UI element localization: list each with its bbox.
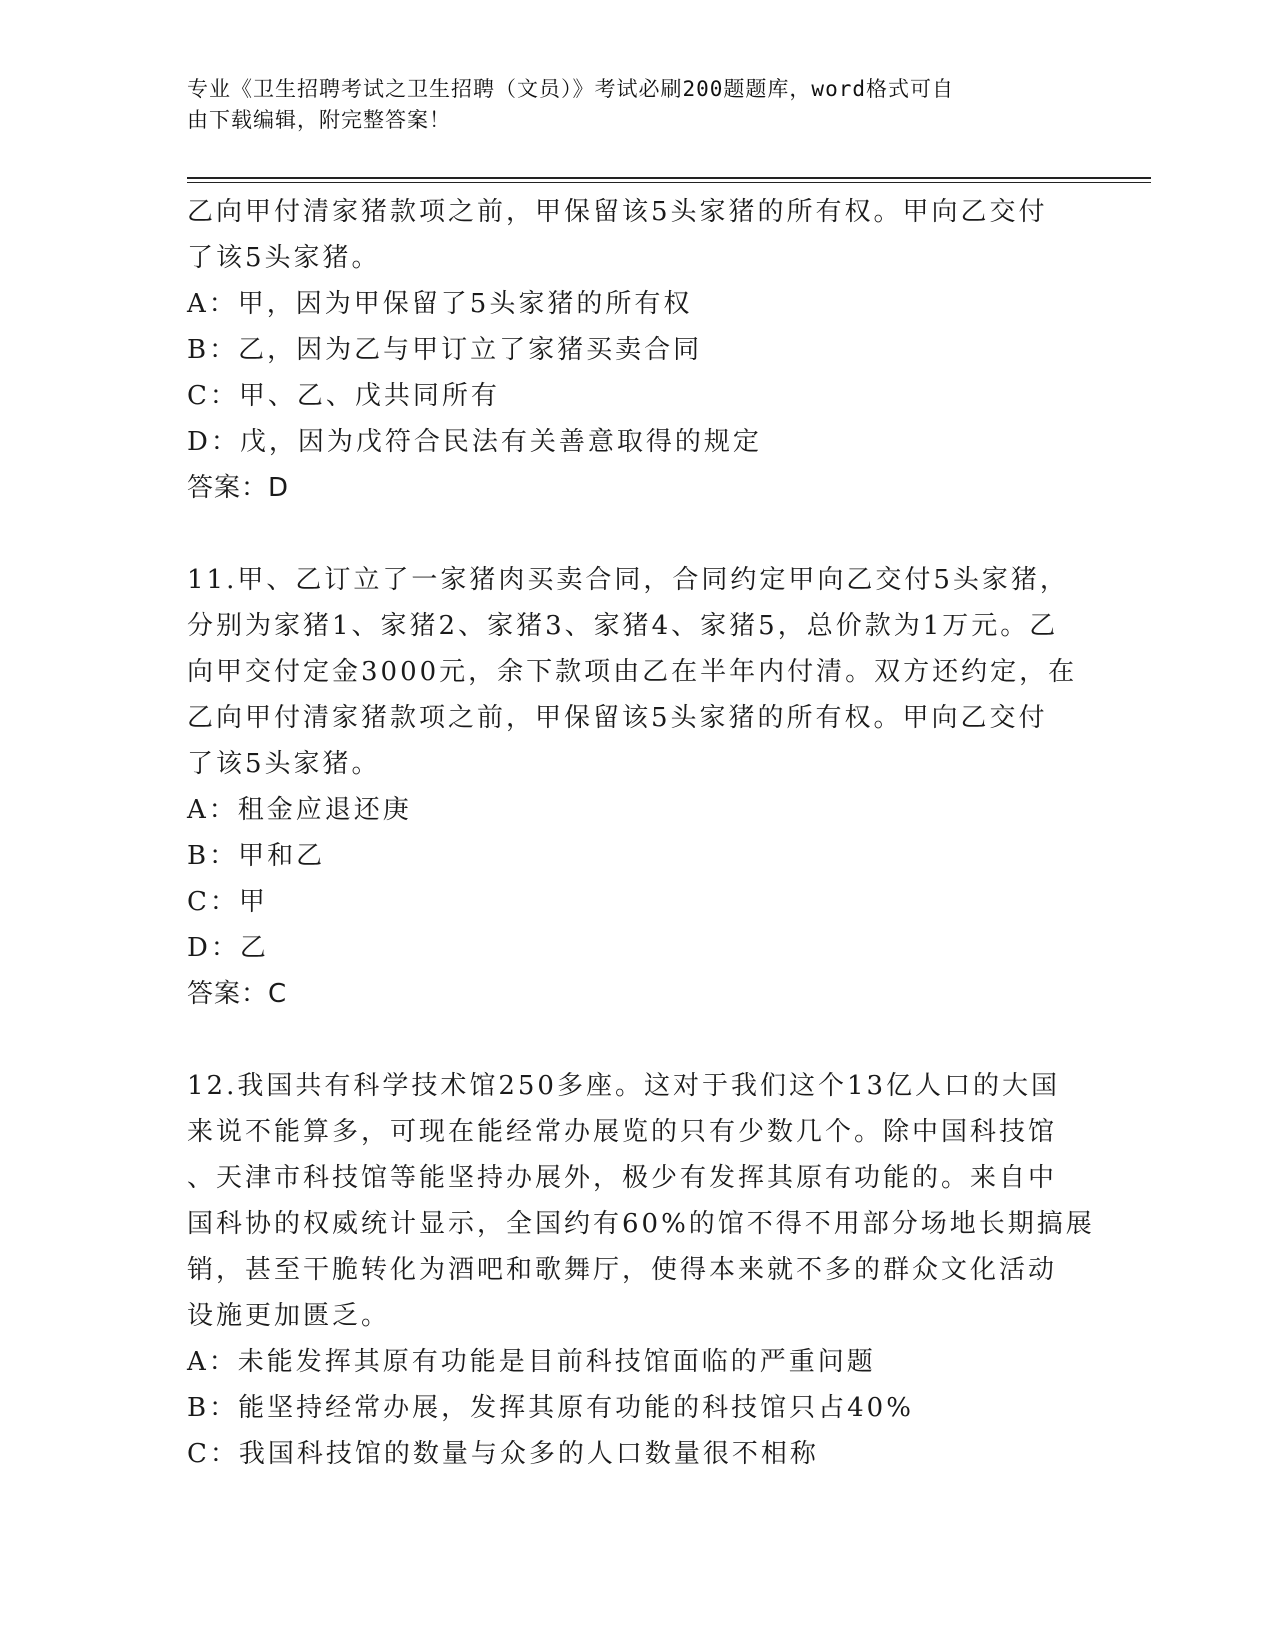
document-body <box>187 189 1095 1477</box>
question-stem-line: 了该5头家猪。 <box>187 749 381 779</box>
question-stem-line: 来说不能算多，可现在能经常办展览的只有少数几个。除中国科技馆 <box>187 1117 1058 1147</box>
document-header <box>187 74 1067 136</box>
option-a: A：未能发挥其原有功能是目前科技馆面临的严重问题 <box>187 1347 876 1377</box>
question-stem-line: 向甲交付定金3000元，余下款项由乙在半年内付清。双方还约定，在 <box>187 657 1078 687</box>
question-stem-line: 国科协的权威统计显示，全国约有60%的馆不得不用部分场地长期搞展 <box>187 1209 1095 1239</box>
question-stem-line: 乙向甲付清家猪款项之前，甲保留该5头家猪的所有权。甲向乙交付 <box>187 197 1048 227</box>
header-line-1: 专业《卫生招聘考试之卫生招聘（文员）》考试必刷200题题库，word格式可自 <box>187 77 954 101</box>
question-stem-line: 了该5头家猪。 <box>187 243 381 273</box>
answer-line: 答案：D <box>187 473 290 503</box>
option-b: B：甲和乙 <box>187 841 326 871</box>
question-stem-line: 销，甚至干脆转化为酒吧和歌舞厅，使得本来就不多的群众文化活动 <box>187 1255 1058 1285</box>
header-divider-thin <box>187 182 1151 183</box>
option-a: A：租金应退还庚 <box>187 795 412 825</box>
option-b: B：能坚持经常办展，发挥其原有功能的科技馆只占40% <box>187 1393 914 1423</box>
header-line-2: 由下载编辑，附完整答案！ <box>187 108 451 132</box>
question-10 <box>187 189 1087 511</box>
question-stem-line: 设施更加匮乏。 <box>187 1301 391 1331</box>
question-stem-line: 分别为家猪1、家猪2、家猪3、家猪4、家猪5，总价款为1万元。乙 <box>187 611 1059 641</box>
answer-line: 答案：C <box>187 979 288 1009</box>
question-stem-line: 12.我国共有科学技术馆250多座。这对于我们这个13亿人口的大国 <box>187 1071 1061 1101</box>
question-11 <box>187 557 1087 1017</box>
spacer <box>187 511 1087 557</box>
question-stem-line: 、天津市科技馆等能坚持办展外，极少有发挥其原有功能的。来自中 <box>187 1163 1058 1193</box>
option-c: C：我国科技馆的数量与众多的人口数量很不相称 <box>187 1439 819 1469</box>
option-c: C：甲 <box>187 887 268 917</box>
question-12 <box>187 1063 1095 1477</box>
option-b: B：乙，因为乙与甲订立了家猪买卖合同 <box>187 335 703 365</box>
option-a: A：甲，因为甲保留了5头家猪的所有权 <box>187 289 693 319</box>
question-stem-line: 11.甲、乙订立了一家猪肉买卖合同，合同约定甲向乙交付5头家猪， <box>187 565 1069 595</box>
option-d: D：乙 <box>187 933 269 963</box>
question-stem-line: 乙向甲付清家猪款项之前，甲保留该5头家猪的所有权。甲向乙交付 <box>187 703 1048 733</box>
spacer <box>187 1017 1087 1063</box>
header-divider-thick <box>187 177 1151 179</box>
option-c: C：甲、乙、戊共同所有 <box>187 381 500 411</box>
option-d: D：戊，因为戊符合民法有关善意取得的规定 <box>187 427 762 457</box>
